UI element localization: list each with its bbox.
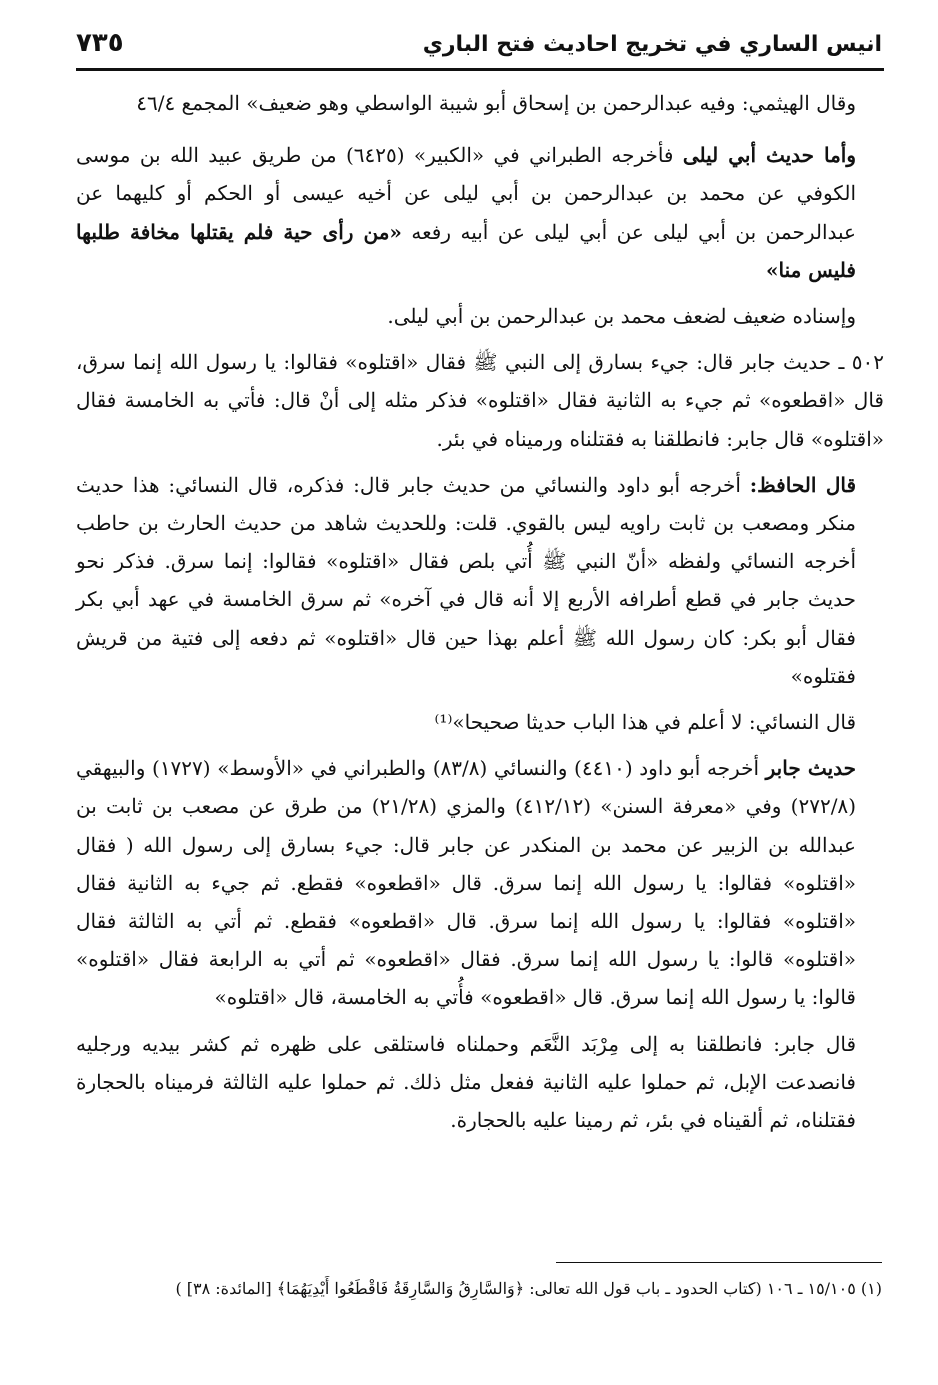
paragraph-gap [76, 289, 884, 297]
page-body [76, 84, 884, 1139]
hadith-502 [76, 343, 884, 458]
paragraph-lead: قال الحافظ: [749, 472, 856, 497]
paragraph-lead: وأما حديث أبي ليلى [682, 143, 856, 168]
paragraph-abi-layla [76, 136, 884, 289]
page-header [76, 28, 882, 68]
hadith-quote: «من رأى حية فلم يقتلها مخافة طلبها فليس منا» [76, 219, 856, 282]
paragraph-haythami-quote [76, 84, 884, 122]
paragraph-jabir-narration [76, 1025, 884, 1140]
paragraph-gap [76, 695, 884, 703]
paragraph-text: أخرجه أبو داود والنسائي من حديث جابر قال: فذكره، قال النسائي: هذا حديث منكر ومصعب بن ثابت راويه ليس بالقوي. قلت: وللحديث شاهد من حديث الحارث بن حاطب أخرجه النسائي ولفظه «أنّ النبي ﷺ أُتي بلص فقال «اقتلوه» فقالوا: إنما سرق. فذكر نحو حديث جابر في قطع أطرافه الأربع إلا أنه قال في آخره» ثم سرق الخامسة في عهد أبي بكر فقال أبو بكر: كان رسول الله ﷺ أعلم بهذا حين قال «اقتلوه» ثم دفعه إلى فتية من قريش فقتلوه» [76, 472, 856, 688]
paragraph-nasai-remark [76, 703, 884, 741]
paragraph-text: أخرجه أبو داود (٤٤١٠) والنسائي (٨٣/٨) والطبراني في «الأوسط» (١٧٢٧) والبيهقي (٢٧٢/٨) وفي «معرفة السنن» (٤١٢/١٢) والمزي (٢١/٢٨) من طرق عن مصعب بن ثابت بن عبدالله بن الزبير عن محمد بن المنكدر عن جابر قال: جيء بسارق إلى رسول الله ( فقال «اقتلوه» فقالوا: يا رسول الله إنما سرق. قال «اقطعوه» فقطع. ثم جيء به الثانية فقال «اقتلوه» فقالوا: يا رسول الله إنما سرق. قال «اقطعوه» فقطع. ثم أتي به الثالثة فقال «اقتلوه» قالوا: يا رسول الله إنما سرق. فقال «اقطعوه» ثم أتي به الرابعة فقال «اقتلوه» قالوا: يا رسول الله إنما سرق. قال «اقطعوه» فأُتي به الخامسة، قال «اقتلوه» [76, 756, 856, 1010]
paragraph-gap [76, 458, 884, 466]
running-title: انيس الساري في تخريج احاديث فتح الباري [422, 32, 882, 57]
paragraph-lead: حديث جابر [765, 756, 856, 781]
paragraph-text: وقال الهيثمي: وفيه عبدالرحمن بن إسحاق أبو شيبة الواسطي وهو ضعيف» المجمع ٤٦/٤ [136, 91, 856, 115]
paragraph-text: فأخرجه الطبراني في «الكبير» (٦٤٢٥) من طريق عبيد الله بن موسى الكوفي عن محمد بن عبدالرحمن بن أبي ليلى عن أخيه عيسى أو الحكم أو كليهما عن عبدالرحمن بن أبي ليلى عن أبي ليلى عن أبيه رفعه [76, 143, 856, 244]
paragraph-gap [76, 335, 884, 343]
header-rule [76, 68, 884, 71]
paragraph-gap [76, 1017, 884, 1025]
paragraph-text: قال جابر: فانطلقنا به إلى مِرْبَد النَّعَم وحملناه فاستلقى على ظهره ثم كشر بيديه ورجليه فانصدعت الإبل، ثم حملوا عليه الثانية ففعل مثل ذلك. ثم حملوا عليه الثالثة فرميناه بالحجارة فقتلناه، ثم ألقيناه في بئر، ثم رمينا عليه بالحجارة. [76, 1031, 856, 1133]
paragraph-hafiz-comment [76, 466, 884, 695]
footnote: (١) ١٥/١٠٥ ـ ١٠٦ (كتاب الحدود ـ باب قول الله تعالى: ﴿وَالسَّارِقُ وَالسَّارِقَةُ فَاقْطَعُوا أَيْدِيَهُمَا﴾ [المائدة: ٣٨] ) [175, 1279, 882, 1298]
page-number: ٧٣٥ [76, 28, 124, 58]
paragraph-jabir-takhrij [76, 749, 884, 1016]
paragraph-gap [76, 741, 884, 749]
paragraph-text: قال النسائي: لا أعلم في هذا الباب حديثا صحيحا»⁽¹⁾ [434, 710, 856, 735]
paragraph-isnad-grade [76, 297, 884, 335]
paragraph-gap [76, 122, 884, 136]
footnote-rule [556, 1262, 882, 1263]
paragraph-text: ٥٠٢ ـ حديث جابر قال: جيء بسارق إلى النبي ﷺ فقال «اقتلوه» فقالوا: يا رسول الله إنما سرق، قال «اقطعوه» ثم جيء به الثانية فقال «اقتلوه» فذكر مثله إلى أنْ قال: فأتي به الخامسة فقال «اقتلوه» قال جابر: فانطلقنا به فقتلناه ورميناه في بئر. [76, 350, 884, 451]
paragraph-text: وإسناده ضعيف لضعف محمد بن عبدالرحمن بن أبي ليلى. [387, 304, 856, 329]
